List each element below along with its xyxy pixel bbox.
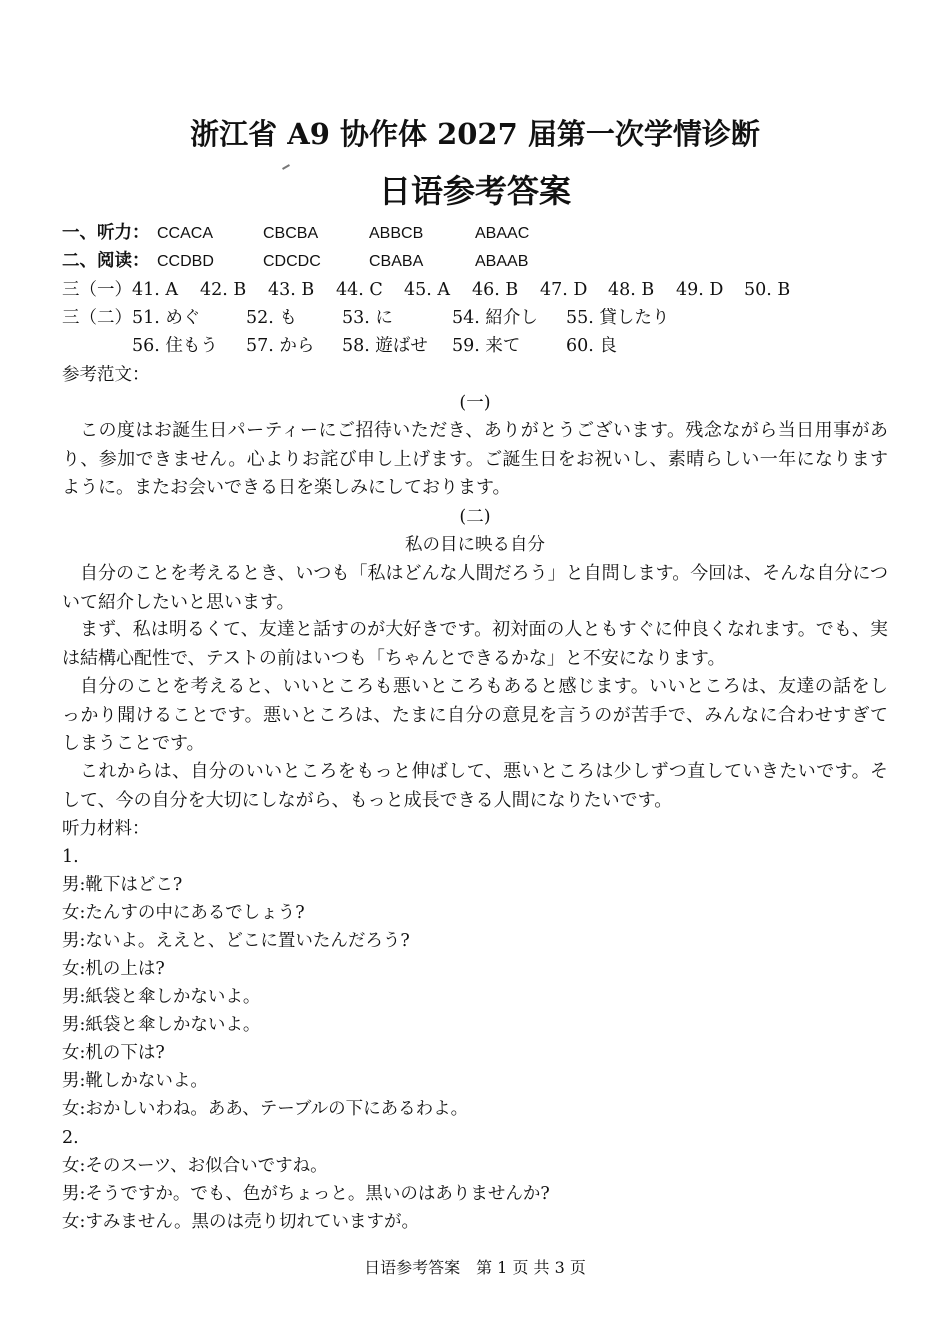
essay-part1-text: この度はお誕生日パーティーにご招待いただき、ありがとうございます。残念ながら当日用事があり、参加できません。心よりお詫び申し上げます。ご誕生日をお祝いし、素晴らしい一年になりますように。またお会いできる日を楽しみにしております。 [62,420,888,498]
fill-answer: 54. 紹介し [452,308,538,328]
essay-part1-label: (一) [459,393,491,413]
mc-answer: 43. B [268,280,315,300]
dialogue-number: 1. [62,847,79,867]
dialogue-line: 女:たんすの中にあるでしょう? [62,903,305,923]
answer-group: ABAAC [475,225,530,242]
dialogue-line: 女:机の下は? [62,1043,165,1063]
listening-label: 一、听力： [62,223,150,243]
part3a-label: 三（一） [62,280,132,300]
sample-essay-heading: 参考范文： [62,365,150,385]
fill-answer: 60. 良 [566,336,617,356]
fill-answer: 52. も [246,308,297,328]
dialogue-line: 女:おかしいわね。ああ、テーブルの下にあるわよ。 [62,1099,469,1119]
part3b-answers-row-1 [62,304,892,332]
reading-label: 二、阅读： [62,251,150,271]
answer-group: CCACA [157,225,214,242]
essay-paragraph: 自分のことを考えると、いいところも悪いところもあると感じます。いいところは、友達の話をしっかり聞けることです。悪いところは、たまに自分の意見を言うのが苦手で、みんなに合わせすぎてしまうことです。 [62,676,888,754]
answer-group: CBABA [369,253,424,270]
exam-title: 浙江省 A9 协作体 2027 届第一次学情诊断 [190,117,760,151]
dialogue-line: 男:そうですか。でも、色がちょっと。黒いのはありませんか? [62,1184,550,1204]
fill-answer: 53. に [342,308,393,328]
part3b-label: 三（二） [62,308,132,328]
answer-group: ABBCB [369,225,424,242]
essay-paragraph: まず、私は明るくて、友達と話すのが大好きです。初対面の人ともすぐに仲良くなれます。でも、実は結構心配性で、テストの前はいつも「ちゃんとできるかな」と不安になります。 [62,619,888,669]
fill-answer: 59. 来て [452,336,521,356]
reading-answers-row [62,247,892,276]
essay-paragraph: これからは、自分のいいところをもっと伸ばして、悪いところは少しずつ直していきたいです。そして、今の自分を大切にしながら、もっと成長できる人間になりたいです。 [62,761,888,811]
fill-answer: 58. 遊ばせ [342,336,428,356]
part3a-answers-row [62,276,892,304]
essay-part2-title: 私の目に映る自分 [405,535,545,555]
dialogue-number: 2. [62,1128,79,1148]
part3b-answers-row-2 [62,332,892,360]
mc-answer: 49. D [676,280,724,300]
fill-answer: 56. 住もう [132,336,218,356]
essay-paragraph: 自分のことを考えるとき、いつも「私はどんな人間だろう」と自問します。今回は、そんな自分について紹介したいと思います。 [62,563,888,613]
dialogue-line: 男:紙袋と傘しかないよ。 [62,1015,261,1035]
answer-group: CDCDC [263,253,321,270]
mc-answer: 42. B [200,280,247,300]
dialogue-line: 女:すみません。黒のは売り切れていますが。 [62,1212,419,1232]
answer-group: ABAAB [475,253,529,270]
dialogue-line: 女:そのスーツ、お似合いですね。 [62,1156,328,1176]
mc-answer: 46. B [472,280,519,300]
fill-answer: 57. から [246,336,315,356]
dialogue-line: 男:靴しかないよ。 [62,1071,208,1091]
mc-answer: 48. B [608,280,655,300]
mc-answer: 44. C [336,280,383,300]
essay-part2-label: (二) [459,507,491,527]
mc-answer: 41. A [132,280,179,300]
listening-material-heading: 听力材料： [62,819,150,839]
page-footer: 日语参考答案 第 1 页 共 3 页 [364,1258,586,1277]
dialogue-line: 男:ないよ。ええと、どこに置いたんだろう? [62,931,410,951]
answer-group: CBCBA [263,225,319,242]
dialogue-line: 女:机の上は? [62,959,165,979]
mc-answer: 45. A [404,280,451,300]
listening-answers-row [62,219,892,248]
answer-key-title: 日语参考答案 [378,172,571,210]
mc-answer: 50. B [744,280,791,300]
answer-group: CCDBD [157,253,214,270]
fill-answer: 51. めぐ [132,308,201,328]
dialogue-line: 男:靴下はどこ? [62,875,183,895]
fill-answer: 55. 貸したり [566,308,670,328]
mc-answer: 47. D [540,280,588,300]
dialogue-line: 男:紙袋と傘しかないよ。 [62,987,261,1007]
